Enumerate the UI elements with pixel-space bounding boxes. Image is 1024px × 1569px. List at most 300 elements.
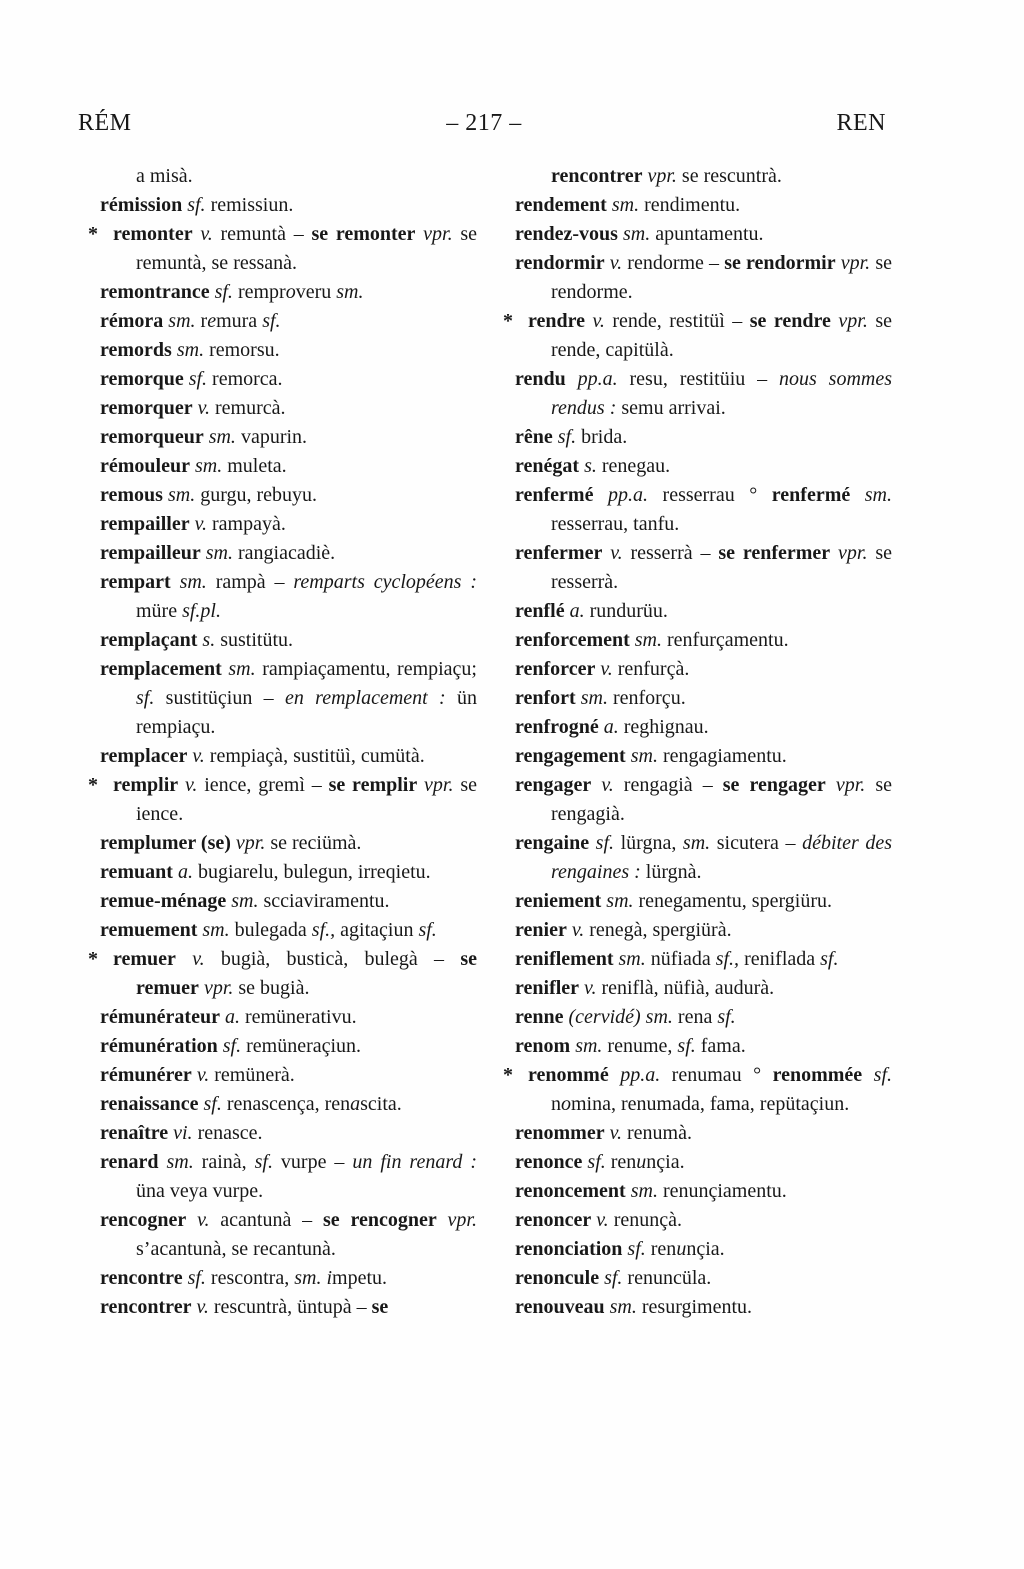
translation-text: rengagià – [623,774,723,796]
translation-text: üna veya vurpe. [136,1180,264,1202]
dictionary-entry [100,916,477,945]
translation-text: mpetu. [332,1267,388,1289]
dictionary-body [88,162,893,1322]
translation-text: se rescuntrà. [681,165,782,187]
headword-text: remplacement [100,658,222,680]
grammar-label: u [676,1238,687,1260]
translation-text: renfurçà. [617,658,690,680]
headword-text: renoncement [515,1180,626,1202]
dictionary-entry [100,742,477,771]
grammar-label: sm. [682,832,711,854]
grammar-label: sm. [163,310,201,332]
translation-text: bugià, busticà, bulegà – [220,948,461,970]
grammar-label: v. [604,252,628,274]
translation-text: agitaçiun [335,919,419,941]
headword-text: se remonter [311,223,416,245]
translation-text: ience, gremì – [204,774,329,796]
translation-text: reniflada [739,948,821,970]
headword-text: rendement [515,194,607,216]
star-marker: * [88,774,98,796]
grammar-label: a. [564,600,590,622]
grammar-label: sf. [182,1267,211,1289]
headword-text: rempart [100,571,171,593]
translation-text: rendorme – [627,252,725,274]
dictionary-entry [515,1032,892,1061]
translation-text: fama. [695,1035,746,1057]
translation-text: bugiarelu, bulegun, irreqietu. [197,861,431,883]
translation-text: se rengagià. [551,774,892,825]
translation-text: rangiacadiè. [237,542,336,564]
grammar-label: v. [186,1209,221,1231]
translation-text: resserrà – [630,542,719,564]
headword-text: renaissance [100,1093,199,1115]
grammar-label: sf. [589,832,621,854]
dictionary-entry [515,249,892,307]
translation-text: rena [677,1006,718,1028]
headword-text: rendez-vous [515,223,618,245]
translation-text: resserrau ° [662,484,772,506]
translation-text: se ience. [136,774,477,825]
grammar-label: sm. [162,484,201,506]
grammar-label: sm. [200,542,238,564]
grammar-label: sm. [336,281,364,303]
headword-text: renom [515,1035,571,1057]
headword-text: renifler [515,977,580,999]
translation-text: resurgimentu. [641,1296,753,1318]
translation-text: vapurin. [240,426,308,448]
grammar-label: v. [595,658,618,680]
translation-text: s’acantunà, se recantunà. [136,1238,336,1260]
headword-text: rémora [100,310,164,332]
grammar-label: sf. [717,1006,736,1028]
grammar-label: sm. [189,455,228,477]
translation-text: remorca. [212,368,283,390]
grammar-label: s. [197,629,221,651]
translation-text: rempiaçà, sustitüì, cumütà. [209,745,425,767]
headword-text: renforcement [515,629,630,651]
headword-text: renfermer [515,542,603,564]
translation-text: renume, [607,1035,678,1057]
dictionary-entry [100,568,477,626]
translation-text: renegamentu, spergiüru. [638,890,832,912]
translation-text: renumau ° [671,1064,773,1086]
translation-text: reniflà, nüfià, audurà. [601,977,775,999]
headword-text: se rencogner [322,1209,437,1231]
grammar-label: v. [591,774,624,796]
translation-text: rescuntrà, üntupà – [213,1296,372,1318]
grammar-label: sm. [570,1035,608,1057]
headword-text: se remplir [328,774,418,796]
headword-text: rendu [515,368,566,390]
translation-text: rende, restitüì – [612,310,750,332]
dictionary-entry [88,771,477,829]
grammar-label: vpr. [642,165,682,187]
grammar-label: pp.a. [565,368,630,390]
dictionary-entry [100,1264,477,1293]
translation-text: rampayà. [212,513,286,535]
grammar-label: v. [189,513,213,535]
translation-text: müre [136,600,183,622]
translation-text: renuncüla. [627,1267,712,1289]
dictionary-entry [100,278,477,307]
grammar-label: v. [604,1122,627,1144]
dictionary-entry [100,191,477,220]
translation-text: remurcà. [214,397,286,419]
grammar-label: o [285,281,296,303]
grammar-label: vpr. [835,252,876,274]
grammar-label: v. [585,310,613,332]
headword-text: remue-ménage [100,890,227,912]
translation-text: rempr [237,281,286,303]
dictionary-entry [100,452,477,481]
grammar-label: sm. [171,339,210,361]
grammar-label: v. [602,542,631,564]
grammar-label: sm. [158,1151,202,1173]
headword-text: renier [515,919,567,941]
dictionary-entry [100,1003,477,1032]
star-marker: * [88,948,98,970]
headword-text: remplumer (se) [100,832,231,854]
headword-text: renommer [515,1122,605,1144]
grammar-label: vpr. [198,977,239,999]
dictionary-entry [515,713,892,742]
translation-text: reghignau. [623,716,709,738]
dictionary-entry [515,771,892,829]
translation-text: rengagiamentu. [662,745,787,767]
dictionary-entry [515,423,892,452]
translation-text: renascença, ren [226,1093,351,1115]
dictionary-column [503,162,893,1322]
translation-text: scciaviramentu. [263,890,390,912]
headword-text: renfermé [771,484,851,506]
translation-text: gurgu, rebuyu. [200,484,318,506]
dictionary-entry [515,539,892,597]
dictionary-entry [515,1206,892,1235]
translation-text: nçia. [646,1151,685,1173]
headword-text: remonter [113,223,193,245]
grammar-label: vpr. [230,832,271,854]
grammar-label: sm. [575,687,613,709]
grammar-label: v. [191,1064,215,1086]
grammar-label: sf.pl. [182,600,221,622]
translation-text: se reciümà. [270,832,362,854]
grammar-label: sf. [552,426,582,448]
grammar-label: v. [191,1296,214,1318]
headword-text: renfort [515,687,576,709]
grammar-label: sf. [599,1267,628,1289]
headword-text: remontrance [100,281,210,303]
translation-text: ren [610,1151,637,1173]
dictionary-entry [100,829,477,858]
dictionary-entry [100,1206,477,1264]
dictionary-entry [515,829,892,887]
translation-text: remorsu. [209,339,280,361]
grammar-label: sm. [226,890,264,912]
dictionary-entry [100,1293,477,1322]
grammar-label: a. [219,1006,245,1028]
grammar-label: remparts cyclopéens : [293,571,477,593]
headword-text: renonce [515,1151,583,1173]
grammar-label: vpr. [830,310,876,332]
translation-text: nüfiada [650,948,716,970]
headword-text: remuant [100,861,173,883]
grammar-label: sm. [606,194,645,216]
translation-text: nçia. [686,1238,725,1260]
dictionary-entry [515,1235,892,1264]
dictionary-entry [100,1119,477,1148]
grammar-label: sm. [221,658,263,680]
grammar-label: sf. [862,1064,893,1086]
dictionary-entry [515,162,892,191]
grammar-label: sf. [198,1093,227,1115]
headword-text: rémunérer [100,1064,192,1086]
headword-text: renommé [528,1064,609,1086]
dictionary-entry [88,220,477,278]
headword-text: remplacer [100,745,188,767]
dictionary-entry [100,162,477,191]
dictionary-entry [100,307,477,336]
dictionary-entry [88,945,477,1003]
headword-text: rêne [515,426,553,448]
headword-text: se rendormir [724,252,836,274]
running-head-left: RÉM [78,110,132,136]
grammar-label: v. [566,919,590,941]
headword-text: rempailleur [100,542,201,564]
grammar-label: sf. [182,194,211,216]
grammar-label: v. [591,1209,614,1231]
translation-text: bulegada [234,919,312,941]
headword-text: rémunérateur [100,1006,220,1028]
grammar-label: sf., [311,919,336,941]
headword-text: remorqueur [100,426,204,448]
dictionary-entry [100,626,477,655]
translation-text: rampà – [215,571,294,593]
dictionary-column [88,162,478,1322]
translation-text: veru [295,281,337,303]
grammar-label: sm. [617,223,656,245]
dictionary-entry [503,307,892,365]
translation-text: semu arrivai. [616,397,726,419]
translation-text: renunçà. [613,1209,682,1231]
grammar-label: vpr. [415,223,461,245]
star-marker: * [503,1064,513,1086]
translation-text: renasce. [197,1122,263,1144]
translation-text: muleta. [227,455,287,477]
headword-text: remuer [113,948,176,970]
translation-text: sustitüçiun – [154,687,285,709]
translation-text: sustitütu. [220,629,293,651]
headword-text: rémouleur [100,455,190,477]
dictionary-entry [515,684,892,713]
translation-text: remünerativu. [244,1006,357,1028]
headword-text: rencontrer [551,165,643,187]
translation-text: se resserrà. [551,542,892,593]
running-head-right: REN [836,110,886,136]
headword-text: remous [100,484,163,506]
dictionary-entry [100,1032,477,1061]
headword-text: renoncer [515,1209,592,1231]
grammar-label: sm. [850,484,892,506]
grammar-label: vpr. [417,774,461,796]
dictionary-entry [100,481,477,510]
dictionary-entry [100,510,477,539]
grammar-label: sm. [197,919,235,941]
translation-text: renegà, spergiürà. [589,919,732,941]
dictionary-entry [503,1061,893,1119]
translation-text: se rende, capitülà. [551,310,892,361]
grammar-label: sf. [622,1238,651,1260]
translation-text: ün rempiaçu. [136,687,478,738]
dictionary-entry [515,597,892,626]
grammar-label: sf. [418,919,437,941]
grammar-label: sf. [136,687,155,709]
dictionary-entry [515,365,892,423]
translation-text: renforçu. [612,687,686,709]
translation-text: renegau. [601,455,671,477]
headword-text: se renfermer [718,542,831,564]
grammar-label: vi. [168,1122,198,1144]
translation-text: rampiaçamentu, rempiaçu; [262,658,477,680]
dictionary-entry [515,626,892,655]
headword-text: rempailler [100,513,190,535]
grammar-label: v. [579,977,602,999]
grammar-label: e [207,310,217,332]
dictionary-entry [515,1003,892,1032]
grammar-label: sm. [625,1180,663,1202]
dictionary-entry [515,220,892,249]
grammar-label: sm. [294,1267,322,1289]
translation-text: renfurçamentu. [667,629,789,651]
grammar-label: v. [175,948,221,970]
headword-text: rendormir [515,252,605,274]
translation-text: n [551,1093,561,1115]
dictionary-entry [515,1293,892,1322]
grammar-label: vpr. [436,1209,477,1231]
star-marker: * [88,223,98,245]
headword-text: rencontrer [100,1296,192,1318]
grammar-label: sm. [604,1296,642,1318]
grammar-label: a [350,1093,361,1115]
headword-text: renouveau [515,1296,605,1318]
headword-text: renaître [100,1122,169,1144]
headword-text: renoncule [515,1267,600,1289]
dictionary-entry [515,1177,892,1206]
translation-text: lürgna, [620,832,683,854]
headword-text: renfrogné [515,716,599,738]
grammar-label: sf. [677,1035,696,1057]
translation-text: sicutera – [710,832,803,854]
star-marker: * [503,310,513,332]
headword-text: rémission [100,194,183,216]
headword-text: rengaine [515,832,590,854]
grammar-label: sm. [613,948,651,970]
dictionary-entry [515,655,892,684]
headword-text: renne [515,1006,564,1028]
headword-text: renommée [772,1064,863,1086]
headword-text: renonciation [515,1238,623,1260]
grammar-label: u [636,1151,647,1173]
translation-text: rendimentu. [644,194,741,216]
grammar-label: sm. [629,629,667,651]
grammar-label: pp.a. [608,1064,672,1086]
dictionary-entry [515,1264,892,1293]
grammar-label: nous sommes rendus : [551,368,892,419]
grammar-label: sf. [183,368,213,390]
headword-text: se rengager [722,774,826,796]
headword-text: renégat [515,455,580,477]
translation-text: se bugià. [238,977,310,999]
grammar-label: v. [192,223,221,245]
dictionary-entry [100,365,477,394]
translation-text: rundurüu. [589,600,668,622]
grammar-label: sf. [262,310,281,332]
headword-text: rencogner [100,1209,187,1231]
headword-text: remplir [113,774,179,796]
grammar-label: v. [192,397,215,419]
dictionary-entry [100,1148,477,1206]
grammar-label: sm. [601,890,639,912]
headword-text: rémunération [100,1035,218,1057]
dictionary-entry [515,916,892,945]
grammar-label: sm. [170,571,216,593]
translation-text: ren [650,1238,677,1260]
grammar-label: pp.a. [593,484,663,506]
translation-text: remüneraçiun. [246,1035,362,1057]
dictionary-entry [515,191,892,220]
translation-text: apuntamentu. [655,223,764,245]
headword-text: renard [100,1151,159,1173]
translation-text: rescontra, [210,1267,295,1289]
dictionary-entry [515,1119,892,1148]
translation-text: resserrau, tanfu. [551,513,680,535]
grammar-label: sf. [254,1151,273,1173]
grammar-label: v. [187,745,210,767]
grammar-label: i [326,1267,333,1289]
grammar-label: un fin renard : [352,1151,477,1173]
dictionary-entry [515,1148,892,1177]
translation-text: lürgnà. [640,861,702,883]
translation-text: mina, renumada, fama, repütaçiun. [571,1093,850,1115]
grammar-label: o [561,1093,571,1115]
grammar-label: sm. [625,745,663,767]
headword-text: rencontre [100,1267,183,1289]
headword-text: rengagement [515,745,626,767]
translation-text: rainà, [201,1151,255,1173]
dictionary-entry [515,974,892,1003]
grammar-label: a. [598,716,624,738]
dictionary-entry [515,887,892,916]
headword-text: remuement [100,919,198,941]
dictionary-entry [100,394,477,423]
translation-text: se rendorme. [551,252,892,303]
headword-text: renflé [515,600,565,622]
grammar-label: sf., [715,948,740,970]
page-number: – 217 – [446,110,522,136]
grammar-label: vpr. [825,774,866,796]
grammar-label: sf. [820,948,839,970]
headword-text: rengager [515,774,592,796]
dictionary-entry [515,452,892,481]
translation-text: renunçiamentu. [662,1180,787,1202]
grammar-label: sf. [217,1035,247,1057]
grammar-label: vpr. [830,542,876,564]
headword-text: se rendre [749,310,831,332]
headword-text: remorquer [100,397,193,419]
translation-text: brida. [581,426,628,448]
grammar-label: sf. [209,281,238,303]
headword-text: renforcer [515,658,596,680]
dictionary-entry [100,887,477,916]
